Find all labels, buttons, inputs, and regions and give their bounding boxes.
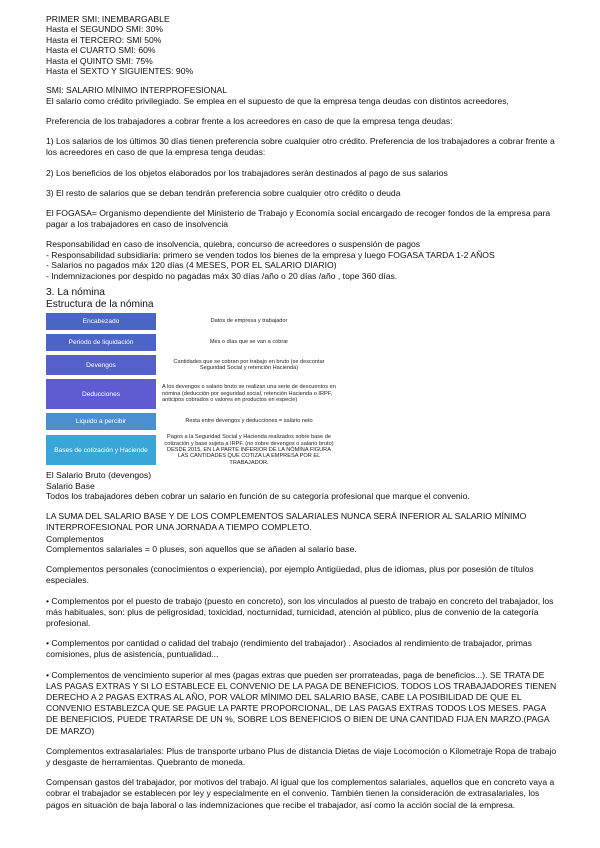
spacer [46,661,558,670]
embargo-list [46,14,558,76]
nomina-row-label: Liquido a percibir [46,413,156,430]
nomina-row-desc: Datos de empresa y trabajador [210,318,288,325]
spacer [46,502,558,511]
responsabilidad-line: - Responsabilidad subsidiaria: primero se venden todos los bienes de la empresa y luego FOGASA TARDA 1-2 AÑOS [46,249,495,260]
nomina-row-label: Encabezado [46,313,156,330]
nomina-row [46,434,336,466]
nomina-row-desc: Cantidades que se cobran por trabajo en bruto (se descontar Seguridad Social y retención Hacienda) [173,358,325,372]
nomina-row-label: Bases de cotización y Haciende [46,435,156,465]
nomina-row [46,379,336,409]
personales-text: Complementos personales (conocimientos o experiencia), por ejemplo Antigüedad, plus de idiomas, plus por posesión de títulos especiales. [46,564,534,586]
responsabilidad-line: Responsabilidad en caso de insolvencia, quiebra, concurso de acreedores o suspensión de pagos [46,239,421,250]
complementos-title: Complementos [46,533,104,544]
nomina-row-desc: Mes o días que se van a cobrar [209,339,289,346]
spacer [46,199,558,208]
spacer [46,179,558,188]
spacer [46,629,558,638]
spacer [46,107,558,116]
point-3: 3) El resto de salarios que se deban tendrán preferencia sobre cualquier otro crédito o deuda [46,187,401,198]
nomina-row [46,355,336,375]
nomina-row [46,334,336,351]
spacer [46,737,558,746]
vencimiento-text: • Complementos de vencimiento superior al mes (pagas extras que pueden ser prorrateadas, paga de beneficios...). SE TRATA DE LAS PAGAS EXTRAS Y SI LO ESTABLECE EL CONVENIO DE LA PAGA DE BENEFICIOS. TODOS LOS TRABAJADORES TIENEN DERECHO A 2 PAGAS EXTRAS AL AÑO, POR VALOR MÍNIMO DEL SALARIO BASE, CABE LA POSIBILIDAD DE QUE EL CONVENIO ESTABLEZCA QUE SE PAGUE LA PARTE PROPORCIONAL, DE LAS PAGAS EXTRAS TODOS LOS MESES. PAGA DE BENEFICIOS, PUEDE TRATARSE DE UN %, SOBRE LOS BENEFICIOS O BIEN DE UNA CANTIDAD FIJA EN MARZO.(PAGA DE MARZO) [46,669,557,736]
nomina-row [46,413,336,430]
nomina-row-desc: A los devengos o salario bruto se realizan una serie de descuentos en nómina (deducción por seguridad social, retención Hacienda o IRPF, anticipos cobrados o valores en productos en especie) [162,384,336,404]
spacer [46,230,558,239]
section-title: 3. La nómina [46,287,105,299]
embargo-line: PRIMER SMI: INEMBARGABLE [46,14,170,24]
puesto-text: • Complementos por el puesto de trabajo (puesto en concreto), son los vinculados al puesto de trabajo en concreto del trabajador, los más habituales, son: plus de peligrosidad, toxicidad, nocturnidad, turnicidad, atención al público, plus de convenio de la categoría profesional. [46,595,554,628]
nomina-row-label: Periodo de liquidación [46,334,156,351]
spacer [46,76,558,85]
bruto-title: El Salario Bruto (devengos) [46,470,152,481]
fogasa-text: El FOGASA= Organismo dependiente del Ministerio de Trabajo y Economía social encargado de recoger fondos de la empresa para pagar a los trabajadores en caso de insolvencia [46,208,551,230]
nomina-row-label: Devengos [46,355,156,375]
complementos-text: Complementos salariales = 0 pluses, son aquellos que se añaden al salario base. [46,543,357,554]
embargo-line: Hasta el QUINTO SMI: 75% [46,55,153,66]
responsabilidad-list [46,239,558,281]
document-page [46,14,558,811]
nomina-structure-diagram [46,313,336,466]
point-1: 1) Los salarios de los últimos 30 días tienen preferencia sobre cualquier otro crédito. Preferencia de los trabajadores a cobrar frente a los acreedores en caso de que la empresa tenga deudas: [46,136,555,158]
compensan-text: Compensan gastos del trabajador, por motivos del trabajo. Al igual que los complementos salariales, aquellos que en concreto vaya a cobrar el trabajador se establecen por ley y especialmente en el convenio. También tienen la consideración de extrasalariales, los pagos en situación de baja laboral o las indemnizaciones que recibe el trabajador, así como la acción social de la empresa. [46,777,555,810]
responsabilidad-line: - Salarios no pagados máx 120 días (4 MESES, POR EL SALARIO DIARIO) [46,260,337,271]
spacer [46,127,558,136]
preferencia-text: Preferencia de los trabajadores a cobrar frente a los acreedores en caso de que la empresa tenga deudas: [46,116,453,127]
smi-text: El salario como crédito privilegiado. Se emplea en el supuesto de que la empresa tenga deudas con distintos acreedores, [46,95,509,106]
spacer [46,768,558,777]
base-text: Todos los trabajadores deben cobrar un salario en función de su categoría profesional que marque el convenio. [46,490,470,501]
embargo-line: Hasta el SEGUNDO SMI: 30% [46,24,164,35]
embargo-line: Hasta el CUARTO SMI: 60% [46,45,156,56]
point-2: 2) Los beneficios de los objetos elaborados por los trabajadores serán destinados al pago de sus salarios [46,167,448,178]
spacer [46,555,558,564]
embargo-line: Hasta el SEXTO Y SIGUIENTES: 90% [46,66,194,77]
embargo-line: Hasta el TERCERO: SMI 50% [46,34,162,45]
spacer [46,159,558,168]
section-subtitle: Estructura de la nómina [46,299,154,311]
base-title: Salario Base [46,480,95,491]
nomina-row-label: Deducciones [46,379,156,409]
spacer [46,587,558,596]
smi-title: SMI: SALARIO MÍNIMO INTERPROFESIONAL [46,85,227,96]
nomina-row [46,313,336,330]
nomina-row-desc: Resta entre devengos y deducciones = salario neto [185,418,313,425]
extrasalariales-text: Complementos extrasalariales: Plus de transporte urbano Plus de distancia Dietas de viaje Locomoción o Kilometraje Ropa de trabajo y desgaste de herramientas. Quebranto de moneda. [46,745,557,767]
suma-text: LA SUMA DEL SALARIO BASE Y DE LOS COMPLEMENTOS SALARIALES NUNCA SERÁ INFERIOR AL SALARIO MÍNIMO INTERPROFESIONAL POR UNA JORNADA A TIEMPO COMPLETO. [46,511,527,533]
responsabilidad-line: - Indemnizaciones por despido no pagadas máx 30 días /año o 20 días /año , tope 360 días. [46,270,398,281]
nomina-row-desc: Pagos a la Seguridad Social y Hacienda realizados sobre base de cotización y base sujeta a IRPF. (no sobre devengos o salario bruto) DESDE 2015, EN LA PARTE INFERIOR DE LA NÓMINA FIGURA LAS CANTIDADES QUE COTIZA LA EMPRESA POR EL TRABAJADOR. [164,434,334,466]
cantidad-text: • Complementos por cantidad o calidad del trabajo (rendimiento del trabajador) . Asociados al rendimiento de trabajador, primas comisiones, plus de asistencia, puntualidad... [46,638,532,660]
